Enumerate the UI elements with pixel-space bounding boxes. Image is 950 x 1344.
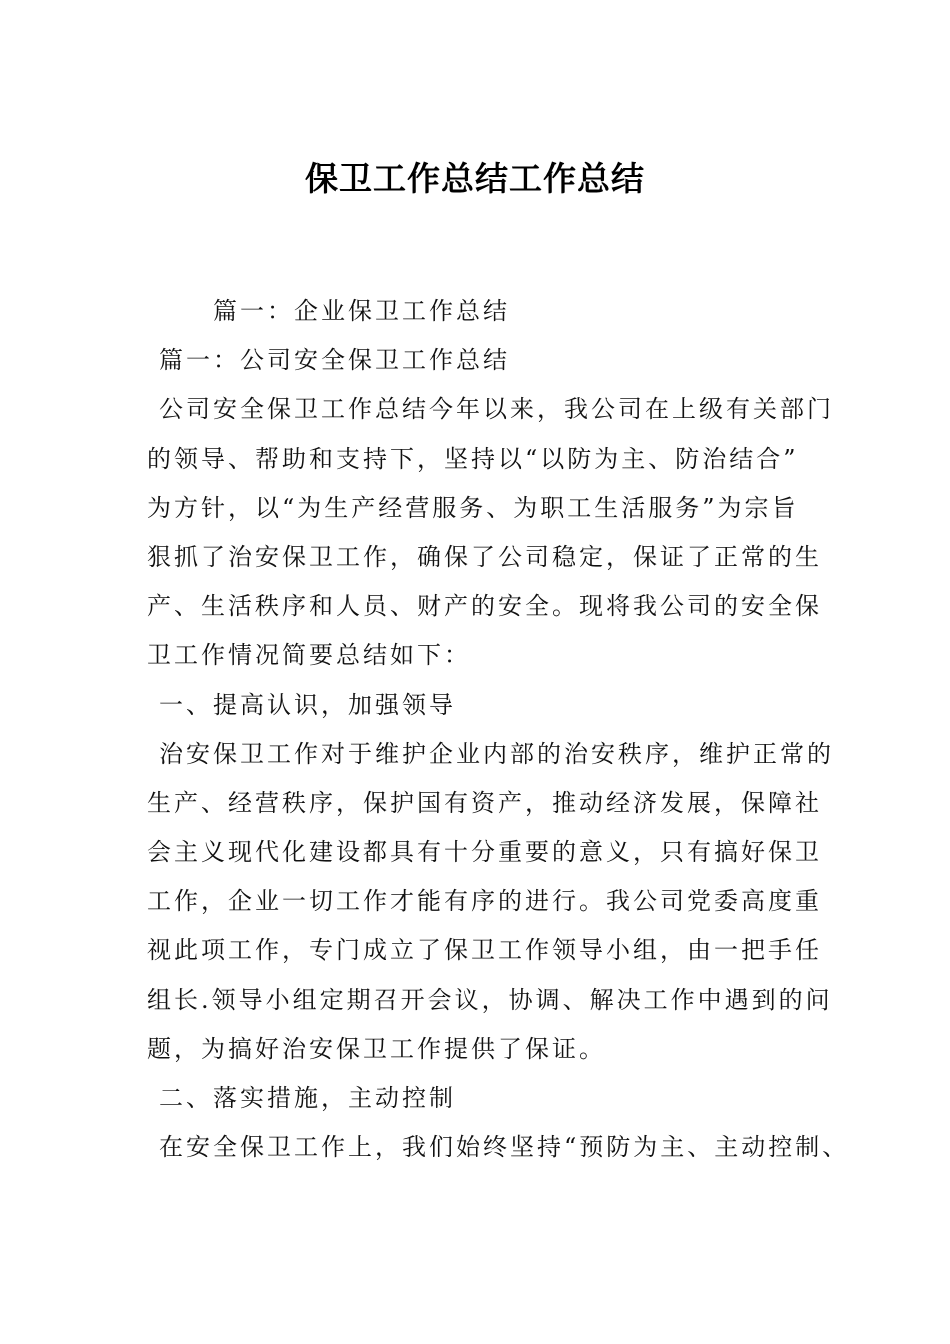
paragraph-line: 生产、经营秩序，保护国有资产，推动经济发展，保障社	[147, 788, 822, 817]
paragraph-line: 组长.领导小组定期召开会议，协调、解决工作中遇到的问	[147, 985, 833, 1014]
paragraph-line: 在安全保卫工作上，我们始终坚持“预防为主、主动控制、	[159, 1133, 850, 1162]
section-heading: 二、落实措施，主动控制	[159, 1084, 456, 1112]
paragraph-line: 会主义现代化建设都具有十分重要的意义，只有搞好保卫	[147, 838, 822, 867]
section-heading: 一、提高认识，加强领导	[159, 690, 456, 719]
subsection-heading: 篇一：公司安全保卫工作总结	[159, 346, 510, 375]
document-title: 保卫工作总结工作总结	[305, 159, 645, 198]
paragraph-line: 为方针，以“为生产经营服务、为职工生活服务”为宗旨	[147, 493, 799, 522]
paragraph-line: 视此项工作，专门成立了保卫工作领导小组，由一把手任	[147, 936, 822, 965]
paragraph-line: 卫工作情况简要总结如下：	[147, 641, 471, 670]
paragraph-line: 产、生活秩序和人员、财产的安全。现将我公司的安全保	[147, 592, 822, 621]
paragraph-line: 公司安全保卫工作总结今年以来，我公司在上级有关部门	[159, 395, 834, 424]
paragraph-line: 题，为搞好治安保卫工作提供了保证。	[147, 1034, 606, 1063]
paragraph-line: 治安保卫工作对于维护企业内部的治安秩序，维护正常的	[159, 739, 834, 768]
paragraph-line: 工作，企业一切工作才能有序的进行。我公司党委高度重	[147, 887, 822, 916]
paragraph-line: 的领导、帮助和支持下，坚持以“以防为主、防治结合”	[147, 444, 799, 473]
section-heading: 篇一：企业保卫工作总结	[213, 297, 510, 325]
document-body	[147, 287, 850, 1172]
paragraph-line: 狠抓了治安保卫工作，确保了公司稳定，保证了正常的生	[147, 542, 822, 571]
